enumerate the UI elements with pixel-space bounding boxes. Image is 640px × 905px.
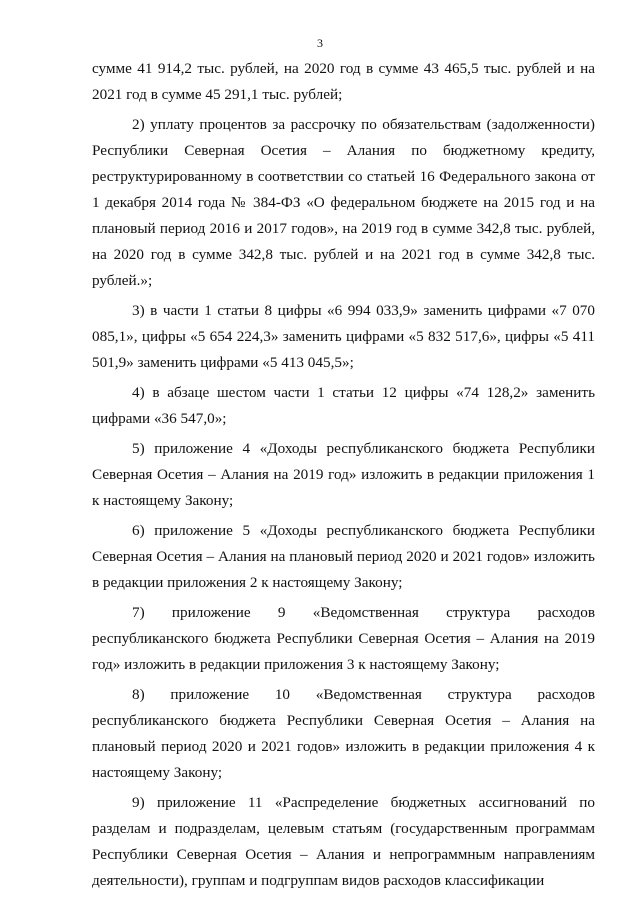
paragraph-item-2: 2) уплату процентов за рассрочку по обязательствам (задолженности) Республики Северная Осетия – Алания по бюджетному кредиту, реструктурированному в соответствии со статьей 16 Федерального закона от 1 декабря 2014 года № 384-ФЗ «О федеральном бюджете на 2015 год и на плановый период 2016 и 2017 годов», на 2019 год в сумме 342,8 тыс. рублей, на 2020 год в сумме 342,8 тыс. рублей и на 2021 год в сумме 342,8 тыс. рублей.»; xyxy=(92,116,595,289)
document-body xyxy=(92,56,595,894)
page-number: 3 xyxy=(317,36,323,50)
paragraph-item-6: 6) приложение 5 «Доходы республиканского бюджета Республики Северная Осетия – Алания на плановый период 2020 и 2021 годов» изложить в редакции приложения 2 к настоящему Закону; xyxy=(92,522,595,591)
paragraph-continuation: сумме 41 914,2 тыс. рублей, на 2020 год в сумме 43 465,5 тыс. рублей и на 2021 год в сумме 45 291,1 тыс. рублей; xyxy=(92,60,595,103)
paragraph-item-9: 9) приложение 11 «Распределение бюджетных ассигнований по разделам и подразделам, целевым статьям (государственным программам Республики Северная Осетия – Алания и непрограммным направлениям деятельности), группам и подгруппам видов расходов классификации xyxy=(92,794,595,889)
paragraph-item-5: 5) приложение 4 «Доходы республиканского бюджета Республики Северная Осетия – Алания на 2019 год» изложить в редакции приложения 1 к настоящему Закону; xyxy=(92,440,595,509)
paragraph-item-7: 7) приложение 9 «Ведомственная структура расходов республиканского бюджета Республики Северная Осетия – Алания на 2019 год» изложить в редакции приложения 3 к настоящему Закону; xyxy=(92,604,595,673)
paragraph-item-3: 3) в части 1 статьи 8 цифры «6 994 033,9» заменить цифрами «7 070 085,1», цифры «5 654 224,3» заменить цифрами «5 832 517,6», цифры «5 411 501,9» заменить цифрами «5 413 045,5»; xyxy=(92,302,595,371)
paragraph-item-4: 4) в абзаце шестом части 1 статьи 12 цифры «74 128,2» заменить цифрами «36 547,0»; xyxy=(92,384,595,427)
paragraph-item-8: 8) приложение 10 «Ведомственная структура расходов республиканского бюджета Республики Северная Осетия – Алания на плановый период 2020 и 2021 годов» изложить в редакции приложения 4 к настоящему Закону; xyxy=(92,686,595,781)
